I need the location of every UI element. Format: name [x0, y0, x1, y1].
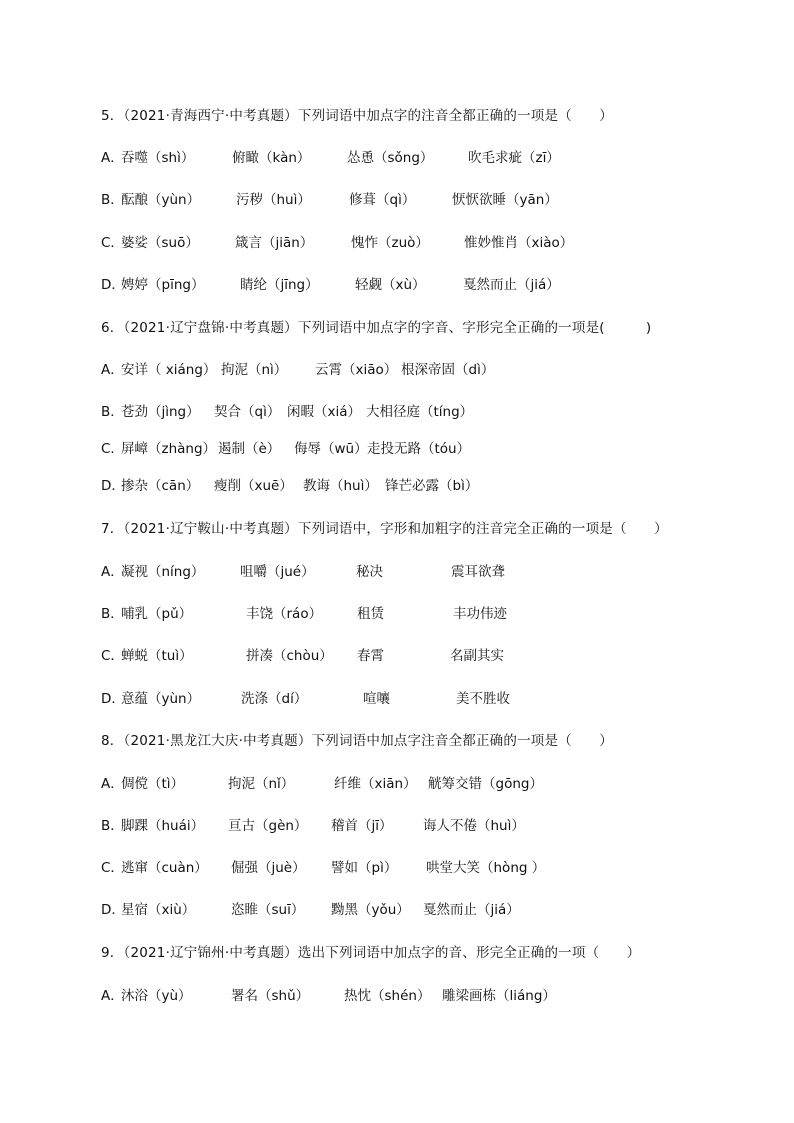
option-label: C．: [101, 235, 124, 251]
option-label: A．: [101, 564, 124, 580]
option-term: 喧嚷: [363, 691, 390, 707]
option-term: 黝黑（yǒu）: [331, 902, 410, 918]
option-term: 戛然而止（jiá）: [463, 277, 560, 293]
question-6-stem: 6．（2021·辽宁盘锦·中考真题）下列词语中加点字的字音、字形完全正确的一项是( ): [101, 320, 652, 336]
option-term: 脚踝（huái）: [121, 818, 205, 834]
option-term: 大相径庭（tíng）: [366, 404, 474, 420]
option-label: D．: [101, 902, 125, 918]
option-term: 拘泥（nǐ）: [228, 776, 295, 792]
option-term: 譬如（pì）: [331, 860, 398, 876]
option-term: 酝酿（yùn）: [121, 192, 201, 208]
option-term: 掺杂（cān）: [121, 478, 200, 494]
option-term: 沐浴（yù）: [121, 988, 192, 1004]
option-term: 锋芒必露（bì）: [385, 478, 479, 494]
option-term: 哄堂大笑（hòng ）: [426, 860, 546, 876]
option-term: 轻觑（xù）: [355, 277, 426, 293]
option-term: 契合（qì）: [214, 404, 281, 420]
option-term: 愧怍（zuò）: [351, 235, 429, 251]
option-term: 意蕴（yùn）: [121, 691, 201, 707]
option-term: 蝉蜕（tuì）: [121, 648, 193, 664]
option-term: 春霄: [357, 648, 384, 664]
option-label: A．: [101, 776, 124, 792]
option-term: 震耳欲聋: [451, 564, 505, 580]
option-term: 星宿（xiù）: [121, 902, 196, 918]
option-term: 倔强（juè）: [231, 860, 306, 876]
option-term: 娉婷（pīng）: [121, 277, 205, 293]
option-term: 安详（ xiáng）: [121, 362, 217, 378]
option-term: 遏制（è）: [218, 441, 281, 457]
option-term: 丰功伟迹: [453, 606, 507, 622]
option-term: 侮辱（wū）: [294, 441, 368, 457]
option-term: 走投无路（tóu）: [367, 441, 471, 457]
option-term: 屏嶂（zhàng）: [121, 441, 217, 457]
option-term: 亘古（gèn）: [228, 818, 308, 834]
option-term: 逃窜（cuàn）: [121, 860, 208, 876]
question-7-stem: 7．（2021·辽宁鞍山·中考真题）下列词语中，字形和加粗字的注音完全正确的一项是（ ）: [101, 521, 668, 537]
option-term: 怂恿（sǒng）: [347, 150, 434, 166]
option-term: 热忱（shén）: [344, 988, 431, 1004]
option-term: 诲人不倦（huì）: [423, 818, 525, 834]
option-term: 污秽（huì）: [236, 192, 311, 208]
option-label: B．: [101, 818, 124, 834]
option-term: 吹毛求疵（zī）: [468, 150, 560, 166]
option-term: 箴言（jiān）: [235, 235, 314, 251]
option-label: D．: [101, 691, 125, 707]
option-label: B．: [101, 606, 124, 622]
option-term: 拼凑（chòu）: [246, 648, 333, 664]
option-term: 丰饶（ráo）: [246, 606, 323, 622]
option-term: 租赁: [357, 606, 384, 622]
option-label: D．: [101, 277, 125, 293]
option-label: D．: [101, 478, 125, 494]
option-term: 倜傥（tì）: [121, 776, 185, 792]
option-term: 名副其实: [450, 648, 504, 664]
option-term: 吞噬（shì）: [121, 150, 195, 166]
option-term: 恣睢（suī）: [231, 902, 305, 918]
question-9-stem: 9．（2021·辽宁锦州·中考真题）选出下列词语中加点字的音、形完全正确的一项（ ）: [101, 945, 641, 961]
option-label: A．: [101, 150, 124, 166]
option-term: 瘦削（xuē）: [214, 478, 293, 494]
option-term: 恹恹欲睡（yān）: [452, 192, 558, 208]
question-5-stem: 5．（2021·青海西宁·中考真题）下列词语中加点字的注音全都正确的一项是（ ）: [101, 108, 613, 124]
option-term: 教诲（huì）: [303, 478, 378, 494]
option-term: 闲暇（xiá）: [287, 404, 362, 420]
option-term: 云霄（xiāo）: [315, 362, 398, 378]
option-term: 秘决: [356, 564, 383, 580]
option-term: 咀嚼（jué）: [240, 564, 315, 580]
option-term: 雕梁画栋（liáng）: [442, 988, 556, 1004]
option-term: 凝视（níng）: [121, 564, 205, 580]
option-term: 睛纶（jīng）: [240, 277, 319, 293]
option-label: A．: [101, 362, 124, 378]
option-label: A．: [101, 988, 124, 1004]
option-label: C．: [101, 648, 124, 664]
option-term: 稽首（jī）: [331, 818, 393, 834]
option-term: 美不胜收: [456, 691, 510, 707]
option-term: 婆娑（suō）: [121, 235, 199, 251]
option-term: 苍劲（jìng）: [121, 404, 200, 420]
option-term: 洗涤（dí）: [241, 691, 308, 707]
option-term: 惟妙惟肖（xiào）: [464, 235, 574, 251]
option-term: 俯瞰（kàn）: [232, 150, 311, 166]
option-term: 署名（shǔ）: [231, 988, 310, 1004]
option-label: B．: [101, 404, 124, 420]
option-term: 戛然而止（jiá）: [423, 902, 520, 918]
option-label: C．: [101, 441, 124, 457]
option-term: 拘泥（nì）: [221, 362, 288, 378]
question-8-stem: 8．（2021·黑龙江大庆·中考真题）下列词语中加点字注音全都正确的一项是（ ）: [101, 733, 613, 749]
option-term: 哺乳（pǔ）: [121, 606, 193, 622]
option-term: 纤维（xiān）: [334, 776, 417, 792]
option-term: 根深帝固（dì）: [401, 362, 495, 378]
option-label: C．: [101, 860, 124, 876]
option-term: 觥筹交错（gōng）: [428, 776, 543, 792]
option-label: B．: [101, 192, 124, 208]
option-term: 修葺（qì）: [349, 192, 416, 208]
